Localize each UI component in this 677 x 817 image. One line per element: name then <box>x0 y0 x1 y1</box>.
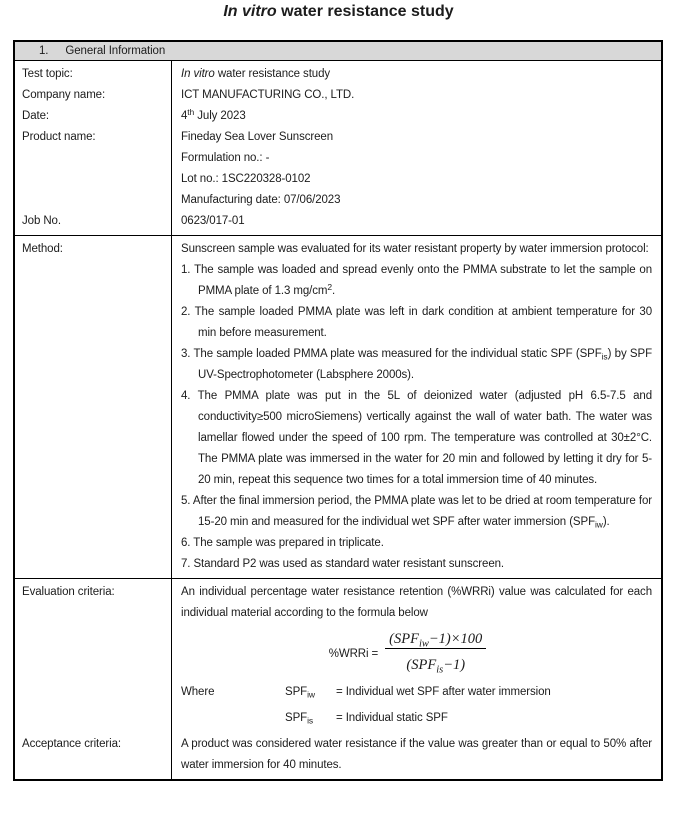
method-step-7: 7. Standard P2 was used as standard water resistant sunscreen. <box>181 558 505 570</box>
general-info-values <box>172 61 661 235</box>
field-value-product-name: Fineday Sea Lover Sunscreen <box>181 131 334 143</box>
field-label-date: Date: <box>22 110 49 122</box>
field-value-lot-no: Lot no.: 1SC220328-0102 <box>181 173 311 185</box>
field-label-acceptance-criteria: Acceptance criteria: <box>22 738 121 750</box>
spacer-line <box>22 190 165 211</box>
method-step-3: 3. The sample loaded PMMA plate was measured for the individual static SPF $(SPF_{is})$ by SPF UV-Spectrophotometer (Labsphere 2000s). <box>181 348 652 381</box>
criteria-labels-cell <box>15 579 172 779</box>
spfis-definition: = Individual static SPF <box>336 712 448 724</box>
method-value-cell <box>172 236 661 578</box>
method-step-5: 5. After the final immersion period, the PMMA plate was let to be dried at room temperature for 15-20 min and measured for the individual wet SPF after water immersion $(SPF_{iw})$. <box>181 495 652 530</box>
field-value-test-topic: In vitro water resistance study <box>181 68 331 80</box>
field-label-test-topic: Test topic: <box>22 68 73 80</box>
spfis-symbol: $SPF_{is}$ <box>285 712 314 726</box>
where-definition-spfis <box>181 708 652 729</box>
method-step-1: 1. The sample was loaded and spread evenly onto the PMMA substrate to let the sample on PMMA plate of 1.3 $mg/cm^2$. <box>181 264 652 297</box>
criteria-value-cell <box>172 579 661 779</box>
general-info-row <box>15 61 661 236</box>
where-keyword: Where <box>181 686 215 698</box>
section-number: 1. <box>39 45 49 57</box>
field-value-company-name: ICT MANUFACTURING CO., LTD. <box>181 89 355 101</box>
field-value-date: 4th July 2023 <box>181 107 246 122</box>
field-label-company-name: Company name: <box>22 89 106 101</box>
field-label-job-no: Job No. <box>22 215 61 227</box>
field-label-product-name: Product name: <box>22 131 96 143</box>
field-value-manufacturing-date: Manufacturing date: 07/06/2023 <box>181 194 341 206</box>
wrri-formula <box>181 629 634 680</box>
spacer-line <box>22 148 165 169</box>
method-step-4: 4. The PMMA plate was put in the 5L of deionized water (adjusted pH 6.5-7.5 and conductivity≥500 microSiemens) vertically against the wall of water bath. The water was lamellar flowed under the speed of 100 rpm. The temperature was controlled at 30±2°C. The PMMA plate was immersed in the water for 20 min and followed by letting it dry for 5-20 min, repeat this sequence two times for a total immersion time of 40 minutes. <box>181 390 652 486</box>
field-value-formulation-no: Formulation no.: - <box>181 152 270 164</box>
field-label-evaluation-criteria: Evaluation criteria: <box>22 586 115 598</box>
method-intro: Sunscreen sample was evaluated for its water resistant property by water immersion protocol: <box>181 243 649 255</box>
where-definition-spfiw <box>181 682 652 703</box>
field-label-method: Method: <box>22 243 63 255</box>
general-info-labels <box>15 61 172 235</box>
section-header <box>15 42 661 61</box>
general-information-table <box>13 40 663 781</box>
section-heading: General Information <box>65 45 166 57</box>
method-step-2: 2. The sample loaded PMMA plate was left in dark condition at ambient temperature for 30 min before measurement. <box>181 306 652 339</box>
evaluation-text: An individual percentage water resistance retention (%WRRi) value was calculated for each individual material according to the formula below <box>181 586 652 619</box>
method-step-6: 6. The sample was prepared in triplicate. <box>181 537 384 549</box>
spfiw-symbol: $SPF_{iw}$ <box>285 686 315 700</box>
formula-fraction <box>385 629 486 680</box>
acceptance-text: A product was considered water resistance if the value was greater than or equal to 50% after water immersion for 40 minutes. <box>181 738 652 771</box>
field-value-job-no: 0623/017-01 <box>181 215 245 227</box>
page-title: In vitro water resistance study <box>223 3 454 20</box>
method-row <box>15 236 661 579</box>
criteria-row <box>15 579 661 779</box>
formula-lhs: %WRRi = <box>328 648 379 660</box>
method-label-cell <box>15 236 172 578</box>
formula-numerator: (SPFiw−1)×100 <box>385 634 486 649</box>
formula-denominator: (SPFis−1) <box>406 656 466 675</box>
where-keyword-blank <box>181 708 285 729</box>
spfiw-definition: = Individual wet SPF after water immersion <box>336 686 551 698</box>
spacer-line <box>22 169 165 190</box>
